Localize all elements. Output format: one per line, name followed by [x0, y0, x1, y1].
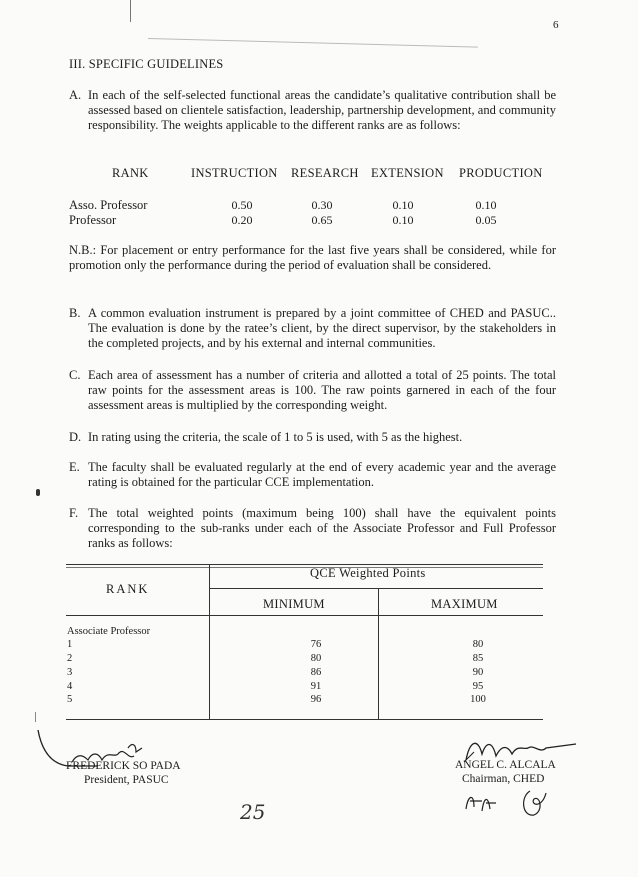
chairman-name: ANGEL C. ALCALA: [455, 759, 556, 771]
qce-table-rule: [66, 615, 543, 616]
qce-row-max: 100: [470, 694, 486, 705]
weights-cell: 0.65: [311, 213, 333, 227]
scan-artifact-dot: [36, 489, 40, 496]
qce-row-min: 76: [310, 639, 322, 650]
qce-table-divider: [378, 588, 379, 719]
weights-cell: 0.10: [392, 198, 414, 212]
item-e-text: The faculty shall be evaluated regularly at the end of every academic year and the average rating is obtained for the particular CCE implementation.: [88, 460, 556, 490]
item-b-text: A common evaluation instrument is prepared by a joint committee of CHED and PASUC.. The evaluation is done by the ratee’s client, by the direct supervisor, by the stakeholders in the completed projects, and by his external and internal communities.: [88, 306, 556, 351]
item-d-letter: D.: [69, 430, 82, 444]
president-name: FREDERICK SO PADA: [66, 760, 181, 772]
qce-row-sub: 2: [67, 653, 73, 664]
qce-table-divider: [209, 564, 210, 719]
weights-cell: 0.10: [392, 213, 414, 227]
scan-artifact-line: [35, 712, 36, 722]
item-f-letter: F.: [69, 506, 79, 520]
weights-cell: 0.05: [475, 213, 497, 227]
weights-cell: 0.30: [311, 198, 333, 212]
qce-row-min: 91: [310, 681, 322, 692]
qce-row-min: 96: [310, 694, 322, 705]
item-c-text: Each area of assessment has a number of criteria and allotted a total of 25 points. The total raw points for the assessment areas is 100. The raw points garnered in each of the four assessment areas is multiplied by the corresponding weight.: [88, 368, 556, 413]
weights-cell: 0.50: [231, 198, 253, 212]
weights-header-production: PRODUCTION: [459, 166, 543, 180]
qce-header-min: MINIMUM: [263, 597, 325, 611]
weights-cell: 0.20: [231, 213, 253, 227]
weights-row-rank: Asso. Professor: [69, 198, 148, 212]
president-title: President, PASUC: [84, 774, 169, 786]
item-e-letter: E.: [69, 460, 80, 474]
weights-header-instruction: INSTRUCTION: [191, 166, 278, 180]
weights-row-rank: Professor: [69, 213, 117, 227]
item-a-text: In each of the self-selected functional areas the candidate’s qualitative contribution shall be assessed based on clientele satisfaction, leadership, partnership development, and community responsibility. The weights applicable to the different ranks are as follows:: [88, 88, 556, 133]
initials-scribble: [460, 783, 550, 823]
handwritten-page-mark: 25: [240, 800, 266, 824]
qce-table-bottom-border: [66, 719, 543, 720]
scan-artifact-line: [148, 38, 478, 48]
weights-header-extension: EXTENSION: [371, 166, 444, 180]
nb-note: N.B.: For placement or entry performance for the last five years shall be considered, while for promotion only the performance during the period of evaluation shall be considered.: [69, 243, 556, 273]
section-heading: III. SPECIFIC GUIDELINES: [69, 57, 224, 71]
qce-row-sub: 1: [67, 639, 73, 650]
qce-row-max: 85: [472, 653, 484, 664]
scan-artifact-line: [130, 0, 131, 22]
qce-row-max: 80: [472, 639, 484, 650]
item-b-letter: B.: [69, 306, 81, 320]
qce-table-top-border: [66, 564, 543, 565]
weights-cell: 0.10: [475, 198, 497, 212]
qce-row-max: 95: [472, 681, 484, 692]
item-c-letter: C.: [69, 368, 81, 382]
weights-header-research: RESEARCH: [291, 166, 359, 180]
qce-row-sub: 5: [67, 694, 73, 705]
item-f-text: The total weighted points (maximum being 100) shall have the equivalent points corresponding to the sub-ranks under each of the Associate Professor and Full Professor ranks as follows:: [88, 506, 556, 551]
qce-row-min: 80: [310, 653, 322, 664]
weights-header-rank: RANK: [112, 166, 149, 180]
item-a-letter: A.: [69, 88, 82, 102]
qce-header-group: QCE Weighted Points: [310, 566, 426, 580]
qce-row-sub: 3: [67, 667, 73, 678]
item-d-text: In rating using the criteria, the scale of 1 to 5 is used, with 5 as the highest.: [88, 430, 463, 444]
qce-table-rule: [209, 588, 543, 589]
chairman-title: Chairman, CHED: [462, 773, 545, 785]
qce-header-max: MAXIMUM: [431, 597, 498, 611]
qce-header-rank: RANK: [106, 582, 150, 596]
qce-table-rule: [66, 567, 543, 568]
qce-group-label: Associate Professor: [67, 626, 151, 637]
qce-row-min: 86: [310, 667, 322, 678]
qce-row-sub: 4: [67, 681, 73, 692]
page-number: 6: [553, 19, 559, 31]
qce-row-max: 90: [472, 667, 484, 678]
